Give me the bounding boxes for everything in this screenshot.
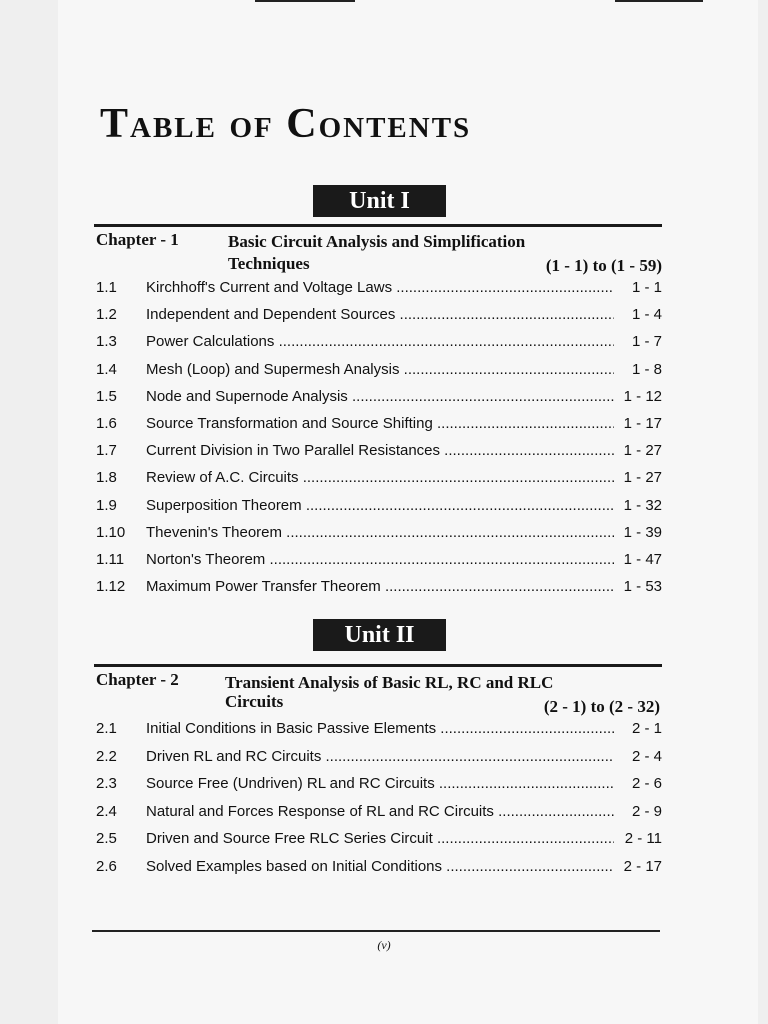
entry-title: Current Division in Two Parallel Resistances ..... <box>146 442 614 459</box>
toc-entry <box>96 361 662 385</box>
toc-entry <box>96 775 662 799</box>
entry-number: 1.3 <box>96 333 117 351</box>
toc-entry <box>96 388 662 412</box>
entry-title: Driven and Source Free RLC Series Circuit ..... <box>146 830 614 847</box>
entry-page: 2 - 17 <box>620 858 662 875</box>
entry-title: Mesh (Loop) and Supermesh Analysis ..... <box>146 361 614 378</box>
chapter-1-page-range: (1 - 1) to (1 - 59) <box>545 256 662 275</box>
toc-entry <box>96 469 662 493</box>
entry-title: Natural and Forces Response of RL and RC Circuits ..... <box>146 803 614 820</box>
entry-number: 1.1 <box>96 279 117 296</box>
entry-title: Power Calculations ..... <box>146 333 614 350</box>
chapter-2-page-range: (2 - 1) to (2 - 32) <box>543 697 660 716</box>
entry-title: Review of A.C. Circuits ..... <box>146 469 614 486</box>
entry-page: 1 - 17 <box>620 415 662 432</box>
entry-title: Thevenin's Theorem ..... <box>146 524 614 541</box>
page-title: Table of Contents <box>100 101 472 147</box>
toc-entry <box>96 720 662 744</box>
entry-number: 1.5 <box>96 387 117 405</box>
toc-entry <box>96 858 662 882</box>
toc-entry <box>96 279 662 303</box>
entry-title: Superposition Theorem ..... <box>146 497 614 514</box>
chapter-1-title-line1: Basic Circuit Analysis and Simplification <box>228 232 526 251</box>
entry-number: 2.2 <box>96 747 117 765</box>
toc-entry <box>96 497 662 521</box>
entry-title: Maximum Power Transfer Theorem ..... <box>146 578 614 595</box>
entry-number: 1.11 <box>96 551 125 568</box>
entry-title: Independent and Dependent Sources ..... <box>146 306 614 323</box>
entry-page: 2 - 11 <box>621 830 662 847</box>
toc-entry <box>96 442 662 466</box>
unit-2-rule <box>94 664 662 667</box>
entry-number: 1.8 <box>96 469 117 487</box>
entry-number: 2.1 <box>96 720 117 737</box>
entry-page: 1 - 27 <box>620 469 662 486</box>
entry-number: 1.2 <box>96 306 117 324</box>
entry-page: 1 - 53 <box>620 578 662 595</box>
entry-page: 2 - 1 <box>628 720 662 737</box>
entry-page: 2 - 9 <box>628 803 662 820</box>
entry-title: Node and Supernode Analysis ..... <box>146 388 614 405</box>
top-rule-left <box>255 0 355 2</box>
entry-page: 1 - 4 <box>628 306 662 323</box>
entry-number: 1.9 <box>96 496 117 514</box>
chapter-1-label: Chapter - 1 <box>96 230 179 249</box>
unit-1-rule <box>94 224 662 227</box>
entry-title: Kirchhoff's Current and Voltage Laws ..... <box>146 279 614 296</box>
entry-number: 1.10 <box>96 523 126 541</box>
entry-number: 1.6 <box>96 415 117 432</box>
entry-number: 1.12 <box>96 578 126 596</box>
entry-title: Source Transformation and Source Shifting ..... <box>146 415 614 432</box>
entry-page: 1 - 1 <box>628 279 662 296</box>
toc-entry <box>96 333 662 357</box>
entry-number: 1.4 <box>96 360 117 378</box>
entry-title: Norton's Theorem ..... <box>146 551 614 568</box>
top-rule-right <box>615 0 703 2</box>
entry-page: 1 - 27 <box>620 442 662 459</box>
entry-number: 2.6 <box>96 858 117 875</box>
entry-number: 2.3 <box>96 775 117 793</box>
entry-page: 1 - 12 <box>620 388 662 405</box>
toc-entry <box>96 748 662 772</box>
chapter-1-title-line2: Techniques <box>228 254 310 273</box>
entry-page: 1 - 39 <box>620 524 662 541</box>
unit-1-heading: Unit I <box>313 185 446 217</box>
entry-number: 2.4 <box>96 802 117 820</box>
entry-number: 2.5 <box>96 830 117 848</box>
entry-page: 2 - 4 <box>628 748 662 765</box>
toc-entry <box>96 551 662 575</box>
entry-page: 2 - 6 <box>628 775 662 792</box>
entry-page: 1 - 8 <box>628 361 662 378</box>
entry-title: Source Free (Undriven) RL and RC Circuits ..... <box>146 775 614 792</box>
entry-page: 1 - 47 <box>620 551 662 568</box>
entry-page: 1 - 7 <box>628 333 662 350</box>
entry-title: Solved Examples based on Initial Conditions ..... <box>146 858 614 875</box>
toc-entry <box>96 803 662 827</box>
footer-rule <box>92 930 660 932</box>
toc-entry <box>96 578 662 602</box>
entry-title: Driven RL and RC Circuits ..... <box>146 748 614 765</box>
footer-page-number: (v) <box>377 938 391 952</box>
chapter-2-title-line1: Transient Analysis of Basic RL, RC and RLC <box>225 673 554 692</box>
toc-entry <box>96 524 662 548</box>
unit-2-heading: Unit II <box>313 619 446 651</box>
chapter-2-label: Chapter - 2 <box>96 670 179 689</box>
entry-title: Initial Conditions in Basic Passive Elements ..... <box>146 720 614 737</box>
entry-page: 1 - 32 <box>620 497 662 514</box>
entry-number: 1.7 <box>96 442 117 460</box>
toc-entry <box>96 830 662 854</box>
toc-entry <box>96 306 662 330</box>
chapter-2-title-line2: Circuits <box>225 692 284 711</box>
toc-entry <box>96 415 662 439</box>
